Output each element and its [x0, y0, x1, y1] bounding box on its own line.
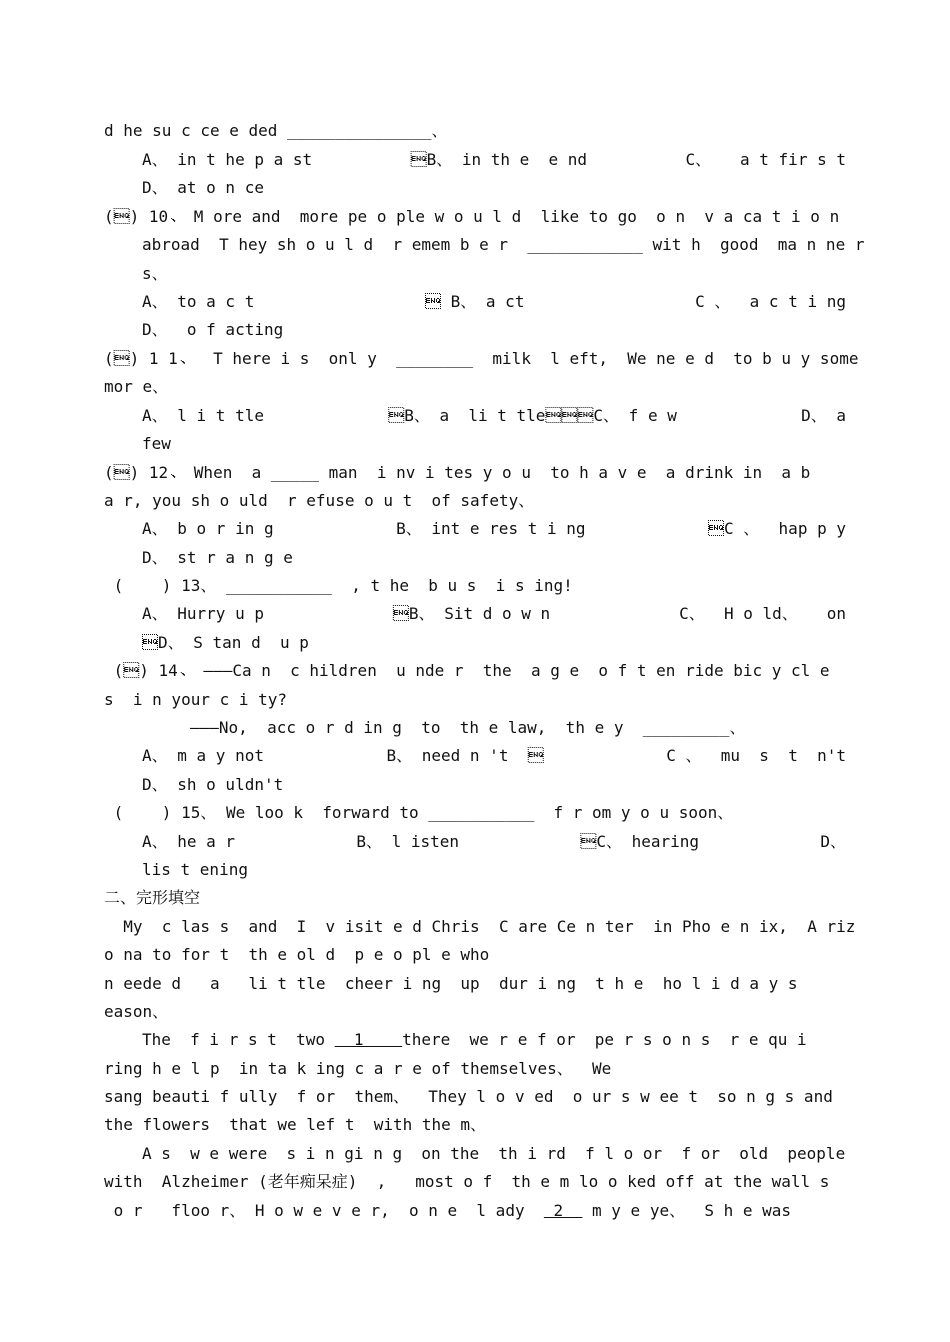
q12-stem-end	[0, 487, 950, 515]
q11-stem-end	[0, 373, 950, 401]
q14-stem	[0, 657, 950, 685]
text: A s w e were s i n gi n g on the th i rd f l o or f or old people	[142, 1144, 846, 1163]
passage-line	[0, 970, 950, 998]
passage-line	[0, 1168, 950, 1196]
q13-option-d	[0, 629, 950, 657]
q15-option-d-cont	[0, 856, 950, 884]
passage-line	[0, 913, 950, 941]
q15-options	[0, 828, 950, 856]
option-c: C 、 hap p y	[708, 519, 846, 538]
q12-options-abc	[0, 515, 950, 543]
q14-options-abc	[0, 742, 950, 770]
q11-options	[0, 402, 950, 430]
q12-stem	[0, 459, 950, 487]
option-d: D、 o f acting	[142, 320, 284, 339]
option-a: A、 Hurry u p	[142, 604, 264, 623]
text: sang beauti f ully f or them、 They l o v ed o ur s w ee t so n g s and	[104, 1087, 833, 1106]
option-b:  B、 a ct	[425, 292, 525, 311]
option-b: B、 l isten	[356, 832, 460, 851]
option-d: D、 S tan d u p	[142, 633, 309, 652]
q9-stem-end	[0, 117, 950, 145]
section-heading	[0, 884, 950, 912]
option-c: C、 H o ld、 on	[679, 604, 846, 623]
q10-options-abc	[0, 288, 950, 316]
option-b: B、 need n 't 	[386, 746, 544, 765]
q10-stem-end	[0, 260, 950, 288]
q14-answer-line	[0, 714, 950, 742]
q13-options-abc	[0, 600, 950, 628]
passage-line	[0, 1140, 950, 1168]
text: () 1 1、 T here i s onl y ________ milk l eft, We ne e d to b u y some	[104, 349, 859, 368]
option-b: B、 in th e e nd	[410, 150, 588, 169]
q10-stem	[0, 203, 950, 231]
option-b: B、 int e res t i ng	[396, 519, 586, 538]
option-c: C、 hearing	[580, 832, 700, 851]
q11-option-d-cont	[0, 430, 950, 458]
text: o na to for t th e ol d p e o pl e who	[104, 945, 490, 964]
text: ring h e l p in ta k ing c a r e of themselves、 We	[104, 1059, 612, 1078]
q12-option-d	[0, 544, 950, 572]
q10-stem-cont	[0, 231, 950, 259]
option-c: C 、 a c t i ng	[695, 292, 846, 311]
option-a: A、 l i t tle	[142, 406, 264, 425]
q15-stem	[0, 799, 950, 827]
text: mor e、	[104, 377, 169, 396]
passage-line	[0, 1111, 950, 1139]
text: ―――No, acc o r d in g to th e law, th e y _________、	[190, 718, 746, 737]
q11-stem	[0, 345, 950, 373]
text: n eede d a li t tle cheer i ng up dur i ng t h e ho l i d a y s	[104, 974, 798, 993]
text: s i n your c i ty?	[104, 690, 288, 709]
text: with Alzheimer (老年痴呆症) , most o f th e m lo o ked off at the wall s	[104, 1172, 830, 1191]
text: few	[142, 434, 171, 453]
text: eason、	[104, 1002, 169, 1021]
option-c: C、 a t fir s t	[685, 150, 846, 169]
option-a: A、 he a r	[142, 832, 236, 851]
passage-line	[0, 1055, 950, 1083]
text: there we r e f or pe r s o n s r e qu i	[402, 1030, 807, 1049]
blank-1: 1	[334, 1030, 403, 1049]
text: m y e ye、 S h e was	[582, 1201, 792, 1220]
text: ( ) 15、 We loo k forward to ___________ f r om y o u soon、	[104, 803, 734, 822]
passage-line	[0, 1197, 950, 1225]
option-d: D、 a	[801, 406, 846, 425]
text: abroad T hey sh o u l d r emem b e r ____________ wit h good ma n ne r	[142, 235, 865, 254]
text: lis t ening	[142, 860, 248, 879]
q9-options-abc	[0, 146, 950, 174]
text: s、	[142, 264, 168, 283]
option-d: D、 st r a n g e	[142, 548, 293, 567]
option-a: A、 to a c t	[142, 292, 255, 311]
option-b-c: B、 a li t tleC、 f e w	[388, 406, 677, 425]
text: My c las s and I v isit e d Chris C are Ce n ter in Pho e n ix, A riz	[104, 917, 856, 936]
option-d: D、 sh o uldn't	[142, 775, 284, 794]
option-c: C 、 mu s t n't	[666, 746, 846, 765]
option-a: A、 m a y not	[142, 746, 264, 765]
blank-2: 2	[543, 1201, 583, 1220]
option-a: A、 b o r in g	[142, 519, 274, 538]
passage-line	[0, 941, 950, 969]
passage-line	[0, 1083, 950, 1111]
text: a r, you sh o uld r efuse o u t of safety、	[104, 491, 535, 510]
text: d he su c ce e ded _______________、	[104, 121, 448, 140]
q9-option-d	[0, 174, 950, 202]
q14-option-d	[0, 771, 950, 799]
option-a: A、 in t he p a st	[142, 150, 313, 169]
text: () 12、 When a _____ man i nv i tes y o u to h a v e a drink in a b	[104, 463, 811, 482]
option-b: B、 Sit d o w n	[392, 604, 551, 623]
option-d: D、 at o n ce	[142, 178, 264, 197]
text: ( ) 13、 ___________ , t he b u s i s ing!	[104, 576, 573, 595]
option-d: D、	[820, 832, 846, 851]
text: The f i r s t two	[142, 1030, 335, 1049]
passage-line	[0, 1026, 950, 1054]
text: o r floo r、 H o w e v e r, o n e l ady	[104, 1201, 544, 1220]
q13-stem	[0, 572, 950, 600]
passage-line	[0, 998, 950, 1026]
q14-stem-end	[0, 686, 950, 714]
heading-text: 二、完形填空	[104, 888, 201, 907]
text: () 10、 M ore and more pe o ple w o u l d like to go o n v a ca t i o n	[104, 207, 840, 226]
text: the flowers that we lef t with the m、	[104, 1115, 487, 1134]
text: () 14、 ―――Ca n c hildren u nde r the a g e o f t en ride bic y cl e	[104, 661, 830, 680]
q10-option-d	[0, 316, 950, 344]
